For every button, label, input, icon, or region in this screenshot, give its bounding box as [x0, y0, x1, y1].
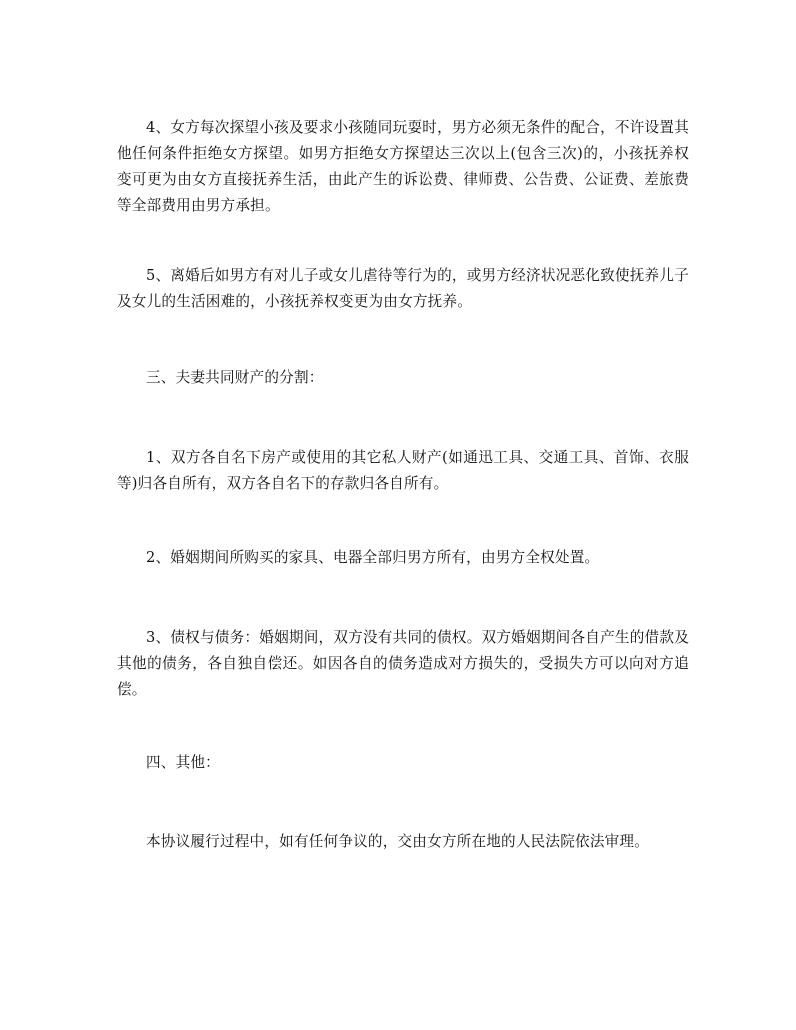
section-3-heading: 三、夫妻共同财产的分割：: [146, 369, 324, 386]
section-4-heading: 四、其他：: [146, 754, 220, 771]
debt-clause-3-paragraph: 3、债权与债务：婚姻期间，双方没有共同的债权。双方婚姻期间各自产生的借款及其他的债务，各自独自偿还。如因各自的债务造成对方损失的，受损失方可以向对方追偿。: [117, 629, 689, 698]
clause-4-visitation-paragraph: 4、女方每次探望小孩及要求小孩随同玩耍时，男方必须无条件的配合，不许设置其他任何条件拒绝女方探望。如男方拒绝女方探望达三次以上(包含三次)的，小孩抚养权变可更为由女方直接抚养生活，由此产生的诉讼费、律师费、公告费、公证费、差旅费等全部费用由男方承担。: [117, 119, 689, 214]
property-clause-1-paragraph: 1、双方各自名下房产或使用的其它私人财产(如通迅工具、交通工具、首饰、衣服等)归各自所有，双方各自名下的存款归各自所有。: [117, 449, 689, 492]
clause-5-custody-change-paragraph: 5、离婚后如男方有对儿子或女儿虐待等行为的，或男方经济状况恶化致使抚养儿子及女儿的生活困难的，小孩抚养权变更为由女方抚养。: [117, 267, 689, 310]
property-clause-2-paragraph: 2、婚姻期间所购买的家具、电器全部归男方所有，由男方全权处置。: [146, 549, 600, 566]
dispute-resolution-paragraph: 本协议履行过程中，如有任何争议的，交由女方所在地的人民法院依法审理。: [146, 833, 649, 850]
